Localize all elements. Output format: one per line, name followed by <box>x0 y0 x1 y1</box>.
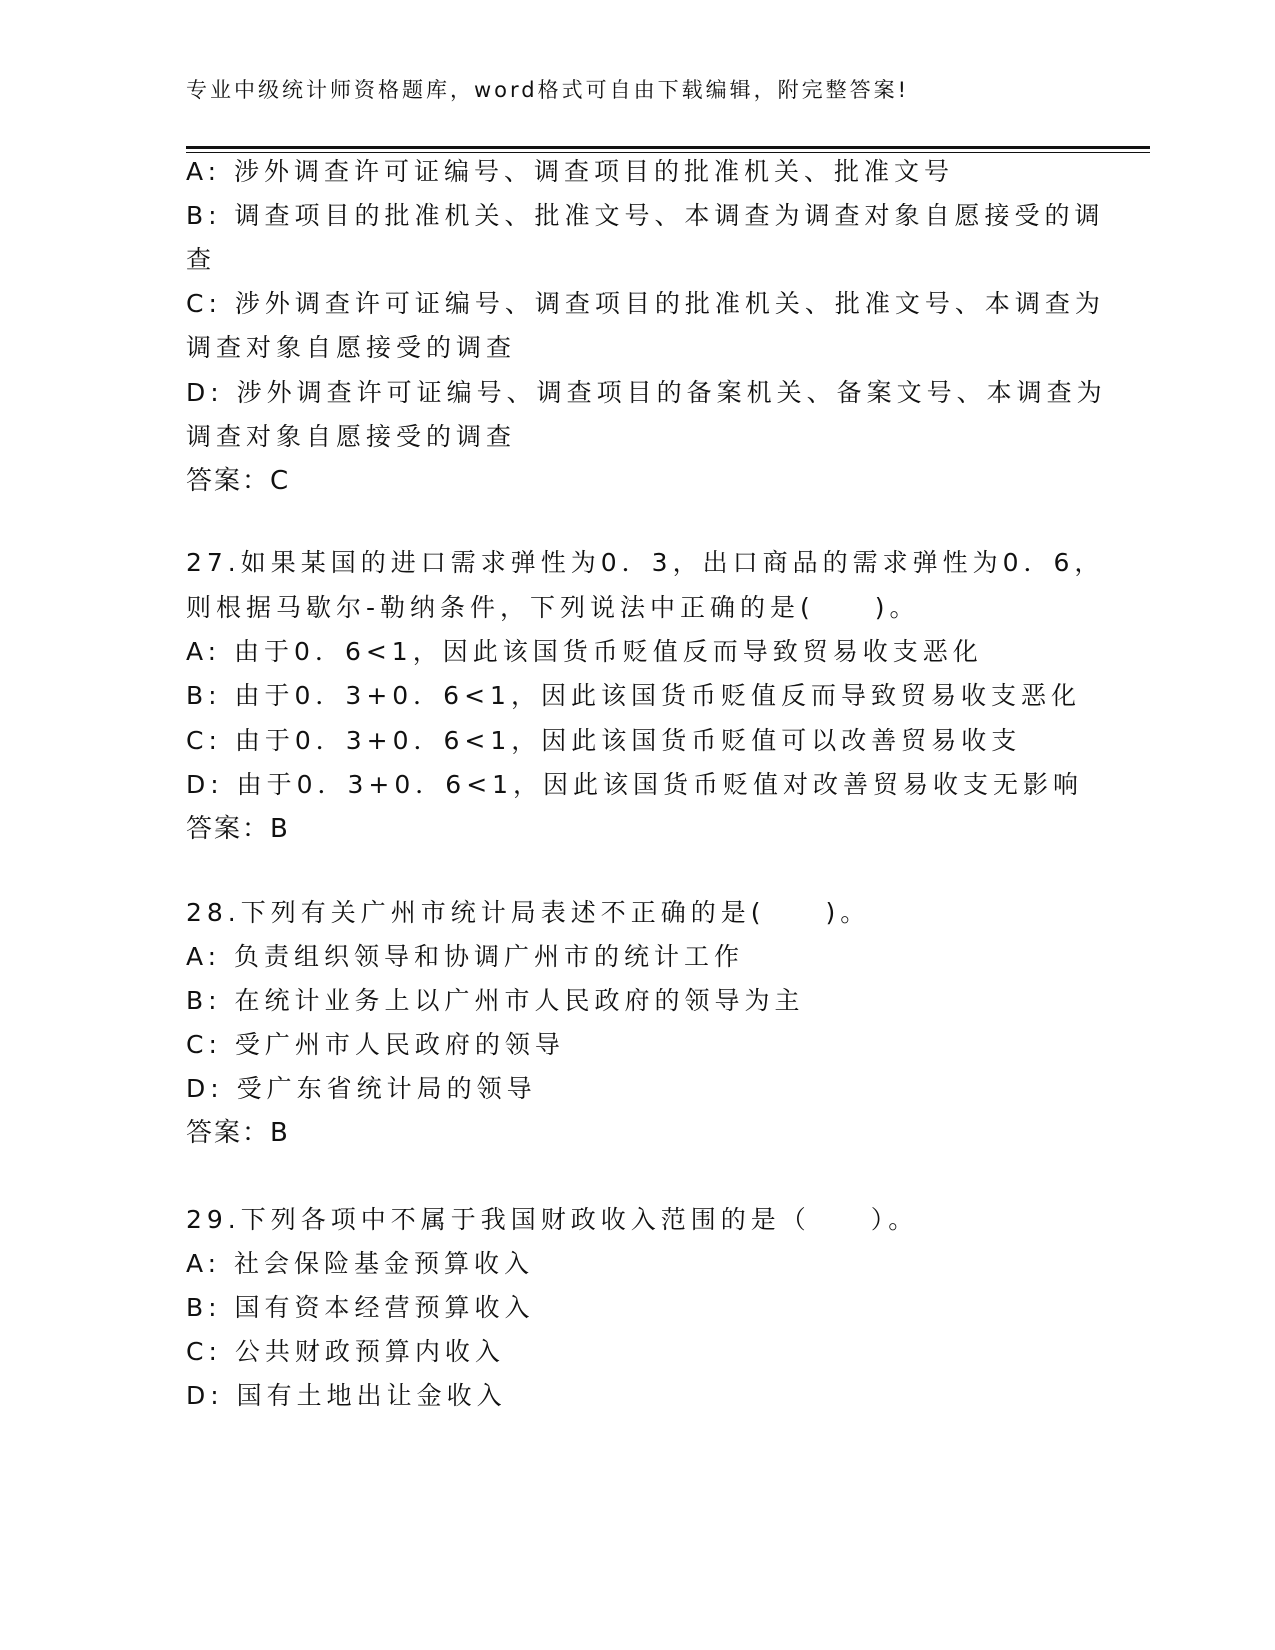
q28-option-b: B: 在统计业务上以广州市人民政府的领导为主 <box>186 986 805 1015</box>
q29-option-c: C: 公共财政预算内收入 <box>186 1337 505 1366</box>
q26-option-c-line2: 调查对象自愿接受的调查 <box>186 333 517 362</box>
q27-option-d: D: 由于0．3+0．6<1，因此该国货币贬值对改善贸易收支无影响 <box>186 770 1084 799</box>
q29-option-a: A: 社会保险基金预算收入 <box>186 1249 535 1278</box>
q28-option-d: D: 受广东省统计局的领导 <box>186 1074 537 1103</box>
q26-option-d-line2: 调查对象自愿接受的调查 <box>186 422 517 451</box>
q28-option-a: A: 负责组织领导和协调广州市的统计工作 <box>186 942 745 971</box>
header-divider-thin <box>186 152 1150 153</box>
q28-answer: 答案：B <box>186 1118 290 1148</box>
page-header-text: 专业中级统计师资格题库，word格式可自由下载编辑，附完整答案! <box>186 78 910 102</box>
q28-option-c: C: 受广州市人民政府的领导 <box>186 1030 565 1059</box>
q26-option-d-line1: D: 涉外调查许可证编号、调查项目的备案机关、备案文号、本调查为 <box>186 378 1107 407</box>
q27-stem-line2: 则根据马歇尔-勒纳条件，下列说法中正确的是( )。 <box>186 593 920 622</box>
q29-option-b: B: 国有资本经营预算收入 <box>186 1293 535 1322</box>
q29-stem: 29.下列各项中不属于我国财政收入范围的是（ ）。 <box>186 1205 919 1234</box>
q27-stem-line1: 27.如果某国的进口需求弹性为0．3，出口商品的需求弹性为0．6， <box>186 548 1105 577</box>
q28-stem: 28.下列有关广州市统计局表述不正确的是( )。 <box>186 898 871 927</box>
q27-option-b: B: 由于0．3+0．6<1，因此该国货币贬值反而导致贸易收支恶化 <box>186 681 1081 710</box>
q26-option-c-line1: C: 涉外调查许可证编号、调查项目的批准机关、批准文号、本调查为 <box>186 289 1105 318</box>
q26-option-b-line2: 查 <box>186 245 217 274</box>
q27-option-a: A: 由于0．6<1，因此该国货币贬值反而导致贸易收支恶化 <box>186 637 983 666</box>
q27-answer: 答案：B <box>186 814 290 844</box>
q26-answer: 答案：C <box>186 466 291 496</box>
q29-option-d: D: 国有土地出让金收入 <box>186 1381 507 1410</box>
q26-option-a: A: 涉外调查许可证编号、调查项目的批准机关、批准文号 <box>186 157 955 186</box>
header-divider-thick <box>186 146 1150 149</box>
q27-option-c: C: 由于0．3+0．6<1，因此该国货币贬值可以改善贸易收支 <box>186 726 1022 755</box>
q26-option-b-line1: B: 调查项目的批准机关、批准文号、本调查为调查对象自愿接受的调 <box>186 201 1105 230</box>
